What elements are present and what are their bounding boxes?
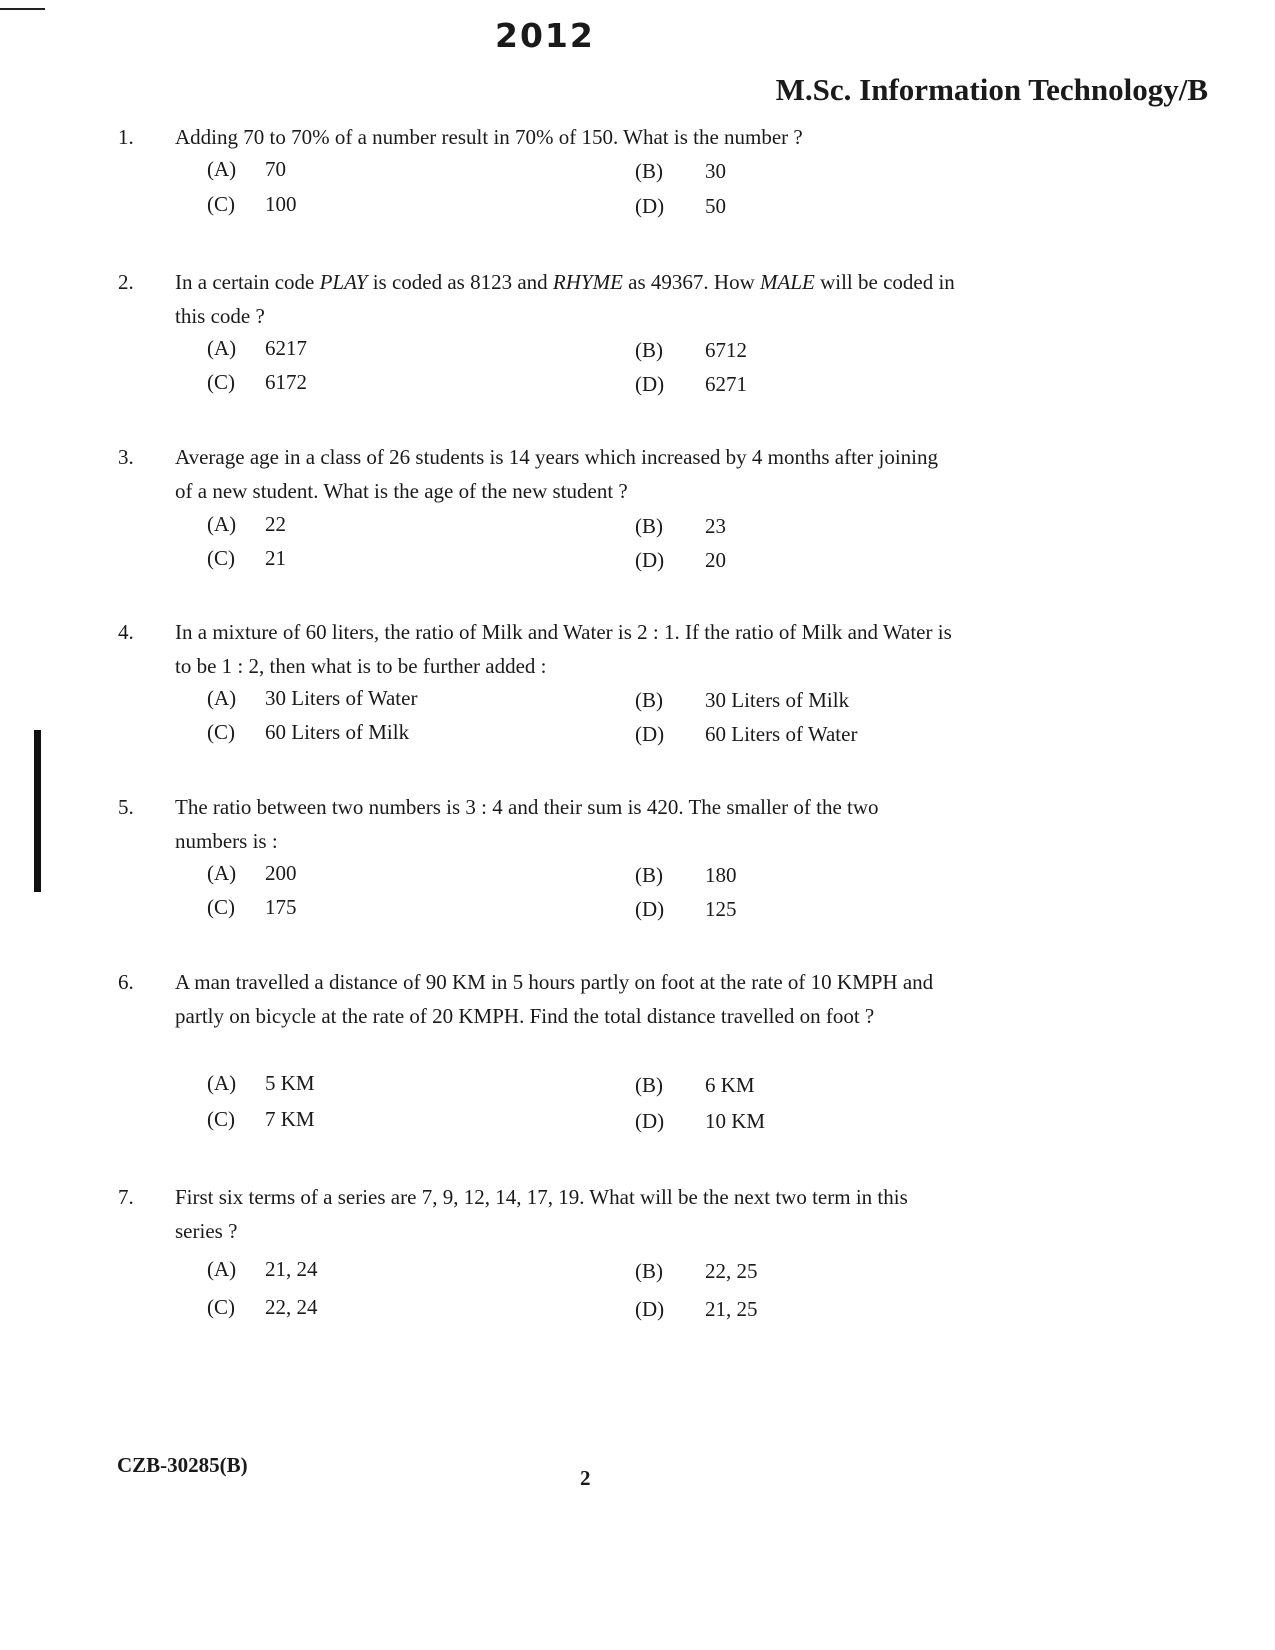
question-text: In a mixture of 60 liters, the ratio of Milk and Water is 2 : 1. If the ratio of Milk and Water is to be 1 : 2, then what is to be further added : — [175, 620, 952, 678]
text-part: will be coded in this code ? — [175, 270, 955, 328]
option-c — [207, 541, 286, 575]
text-part: as 49367. How — [622, 270, 760, 294]
option-b — [635, 858, 737, 892]
option-b — [635, 1068, 755, 1102]
option-letter: (B) — [635, 514, 663, 538]
option-b — [635, 683, 849, 717]
question-number: 4. — [118, 620, 134, 644]
option-a — [207, 331, 307, 365]
option-value: 6 KM — [705, 1073, 755, 1097]
question-number: 6. — [118, 970, 134, 994]
option-c — [207, 1290, 318, 1324]
option-letter: (C) — [207, 720, 235, 744]
option-value: 30 — [705, 159, 726, 183]
option-value: 20 — [705, 548, 726, 572]
option-letter: (B) — [635, 159, 663, 183]
option-letter: (D) — [635, 1109, 665, 1133]
option-letter: (A) — [207, 157, 237, 181]
paper-title: M.Sc. Information Technology/B — [775, 72, 1208, 107]
option-value: 7 KM — [265, 1107, 315, 1131]
option-value: 6712 — [705, 338, 747, 362]
option-value: 22, 24 — [265, 1295, 318, 1319]
option-letter: (C) — [207, 370, 235, 394]
code-word-rhyme: RHYME — [552, 270, 623, 294]
option-value: 60 Liters of Water — [705, 722, 858, 746]
text-part: is coded as 8123 and — [367, 270, 553, 294]
option-d — [635, 189, 726, 223]
question-text: First six terms of a series are 7, 9, 12, 14, 17, 19. What will be the next two term in this series ? — [175, 1185, 908, 1243]
option-d — [635, 1104, 765, 1138]
question-number: 3. — [118, 445, 134, 469]
option-value: 6271 — [705, 372, 747, 396]
option-value: 10 KM — [705, 1109, 766, 1133]
option-value: 30 Liters of Milk — [705, 688, 850, 712]
exam-year: 2012 — [495, 16, 595, 55]
question-text: The ratio between two numbers is 3 : 4 and their sum is 420. The smaller of the two numbers is : — [175, 795, 879, 853]
option-a — [207, 681, 417, 715]
option-value: 60 Liters of Milk — [265, 720, 410, 744]
option-value: 6217 — [265, 336, 307, 360]
option-d — [635, 543, 726, 577]
option-letter: (D) — [635, 722, 665, 746]
option-letter: (A) — [207, 512, 237, 536]
option-c — [207, 715, 409, 749]
option-c — [207, 890, 297, 924]
option-letter: (D) — [635, 548, 665, 572]
question-text: Average age in a class of 26 students is 14 years which increased by 4 months after joining of a new student. What is the age of the new student ? — [175, 445, 938, 503]
option-value: 22, 25 — [705, 1259, 758, 1283]
option-b — [635, 154, 726, 188]
booklet-code: CZB-30285(B) — [117, 1453, 248, 1477]
code-word-play: PLAY — [319, 270, 368, 294]
option-value: 100 — [265, 192, 297, 216]
option-letter: (A) — [207, 1071, 237, 1095]
text-part: In a certain code — [175, 270, 320, 294]
option-letter: (A) — [207, 336, 237, 360]
question-number: 7. — [118, 1185, 134, 1209]
question-text — [175, 265, 955, 333]
option-d — [635, 367, 747, 401]
option-value: 21, 24 — [265, 1257, 318, 1281]
option-letter: (B) — [635, 1259, 663, 1283]
option-value: 21 — [265, 546, 286, 570]
option-letter: (D) — [635, 194, 665, 218]
option-b — [635, 1254, 758, 1288]
option-value: 5 KM — [265, 1071, 315, 1095]
option-value: 21, 25 — [705, 1297, 758, 1321]
option-value: 125 — [705, 897, 737, 921]
corner-mark — [0, 8, 45, 10]
option-letter: (A) — [207, 1257, 237, 1281]
question-number: 1. — [118, 125, 134, 149]
option-value: 6172 — [265, 370, 307, 394]
option-letter: (A) — [207, 686, 237, 710]
page-number: 2 — [580, 1466, 591, 1490]
option-c — [207, 365, 307, 399]
option-letter: (B) — [635, 863, 663, 887]
option-value: 22 — [265, 512, 286, 536]
option-d — [635, 892, 737, 926]
option-letter: (C) — [207, 1107, 235, 1131]
option-letter: (D) — [635, 372, 665, 396]
option-letter: (D) — [635, 897, 665, 921]
option-value: 175 — [265, 895, 297, 919]
question-number: 2. — [118, 270, 134, 294]
option-letter: (B) — [635, 1073, 663, 1097]
option-a — [207, 507, 286, 541]
option-a — [207, 152, 286, 186]
option-value: 30 Liters of Water — [265, 686, 418, 710]
code-word-male: MALE — [760, 270, 815, 294]
option-a — [207, 856, 297, 890]
question-number: 5. — [118, 795, 134, 819]
option-letter: (C) — [207, 192, 235, 216]
option-c — [207, 1102, 315, 1136]
option-value: 200 — [265, 861, 297, 885]
option-letter: (B) — [635, 338, 663, 362]
option-a — [207, 1066, 315, 1100]
option-letter: (C) — [207, 895, 235, 919]
option-d — [635, 1292, 758, 1326]
option-value: 70 — [265, 157, 286, 181]
option-value: 23 — [705, 514, 726, 538]
option-d — [635, 717, 857, 751]
option-b — [635, 509, 726, 543]
option-letter: (A) — [207, 861, 237, 885]
option-value: 180 — [705, 863, 737, 887]
option-c — [207, 187, 297, 221]
margin-scan-mark — [34, 730, 41, 892]
option-letter: (D) — [635, 1297, 665, 1321]
option-letter: (C) — [207, 546, 235, 570]
option-a — [207, 1252, 318, 1286]
option-value: 50 — [705, 194, 726, 218]
option-letter: (B) — [635, 688, 663, 712]
option-letter: (C) — [207, 1295, 235, 1319]
option-b — [635, 333, 747, 367]
question-text: Adding 70 to 70% of a number result in 70% of 150. What is the number ? — [175, 125, 803, 149]
question-text: A man travelled a distance of 90 KM in 5 hours partly on foot at the rate of 10 KMPH and partly on bicycle at the rate of 20 KMPH. Find the total distance travelled on foot ? — [175, 970, 934, 1028]
